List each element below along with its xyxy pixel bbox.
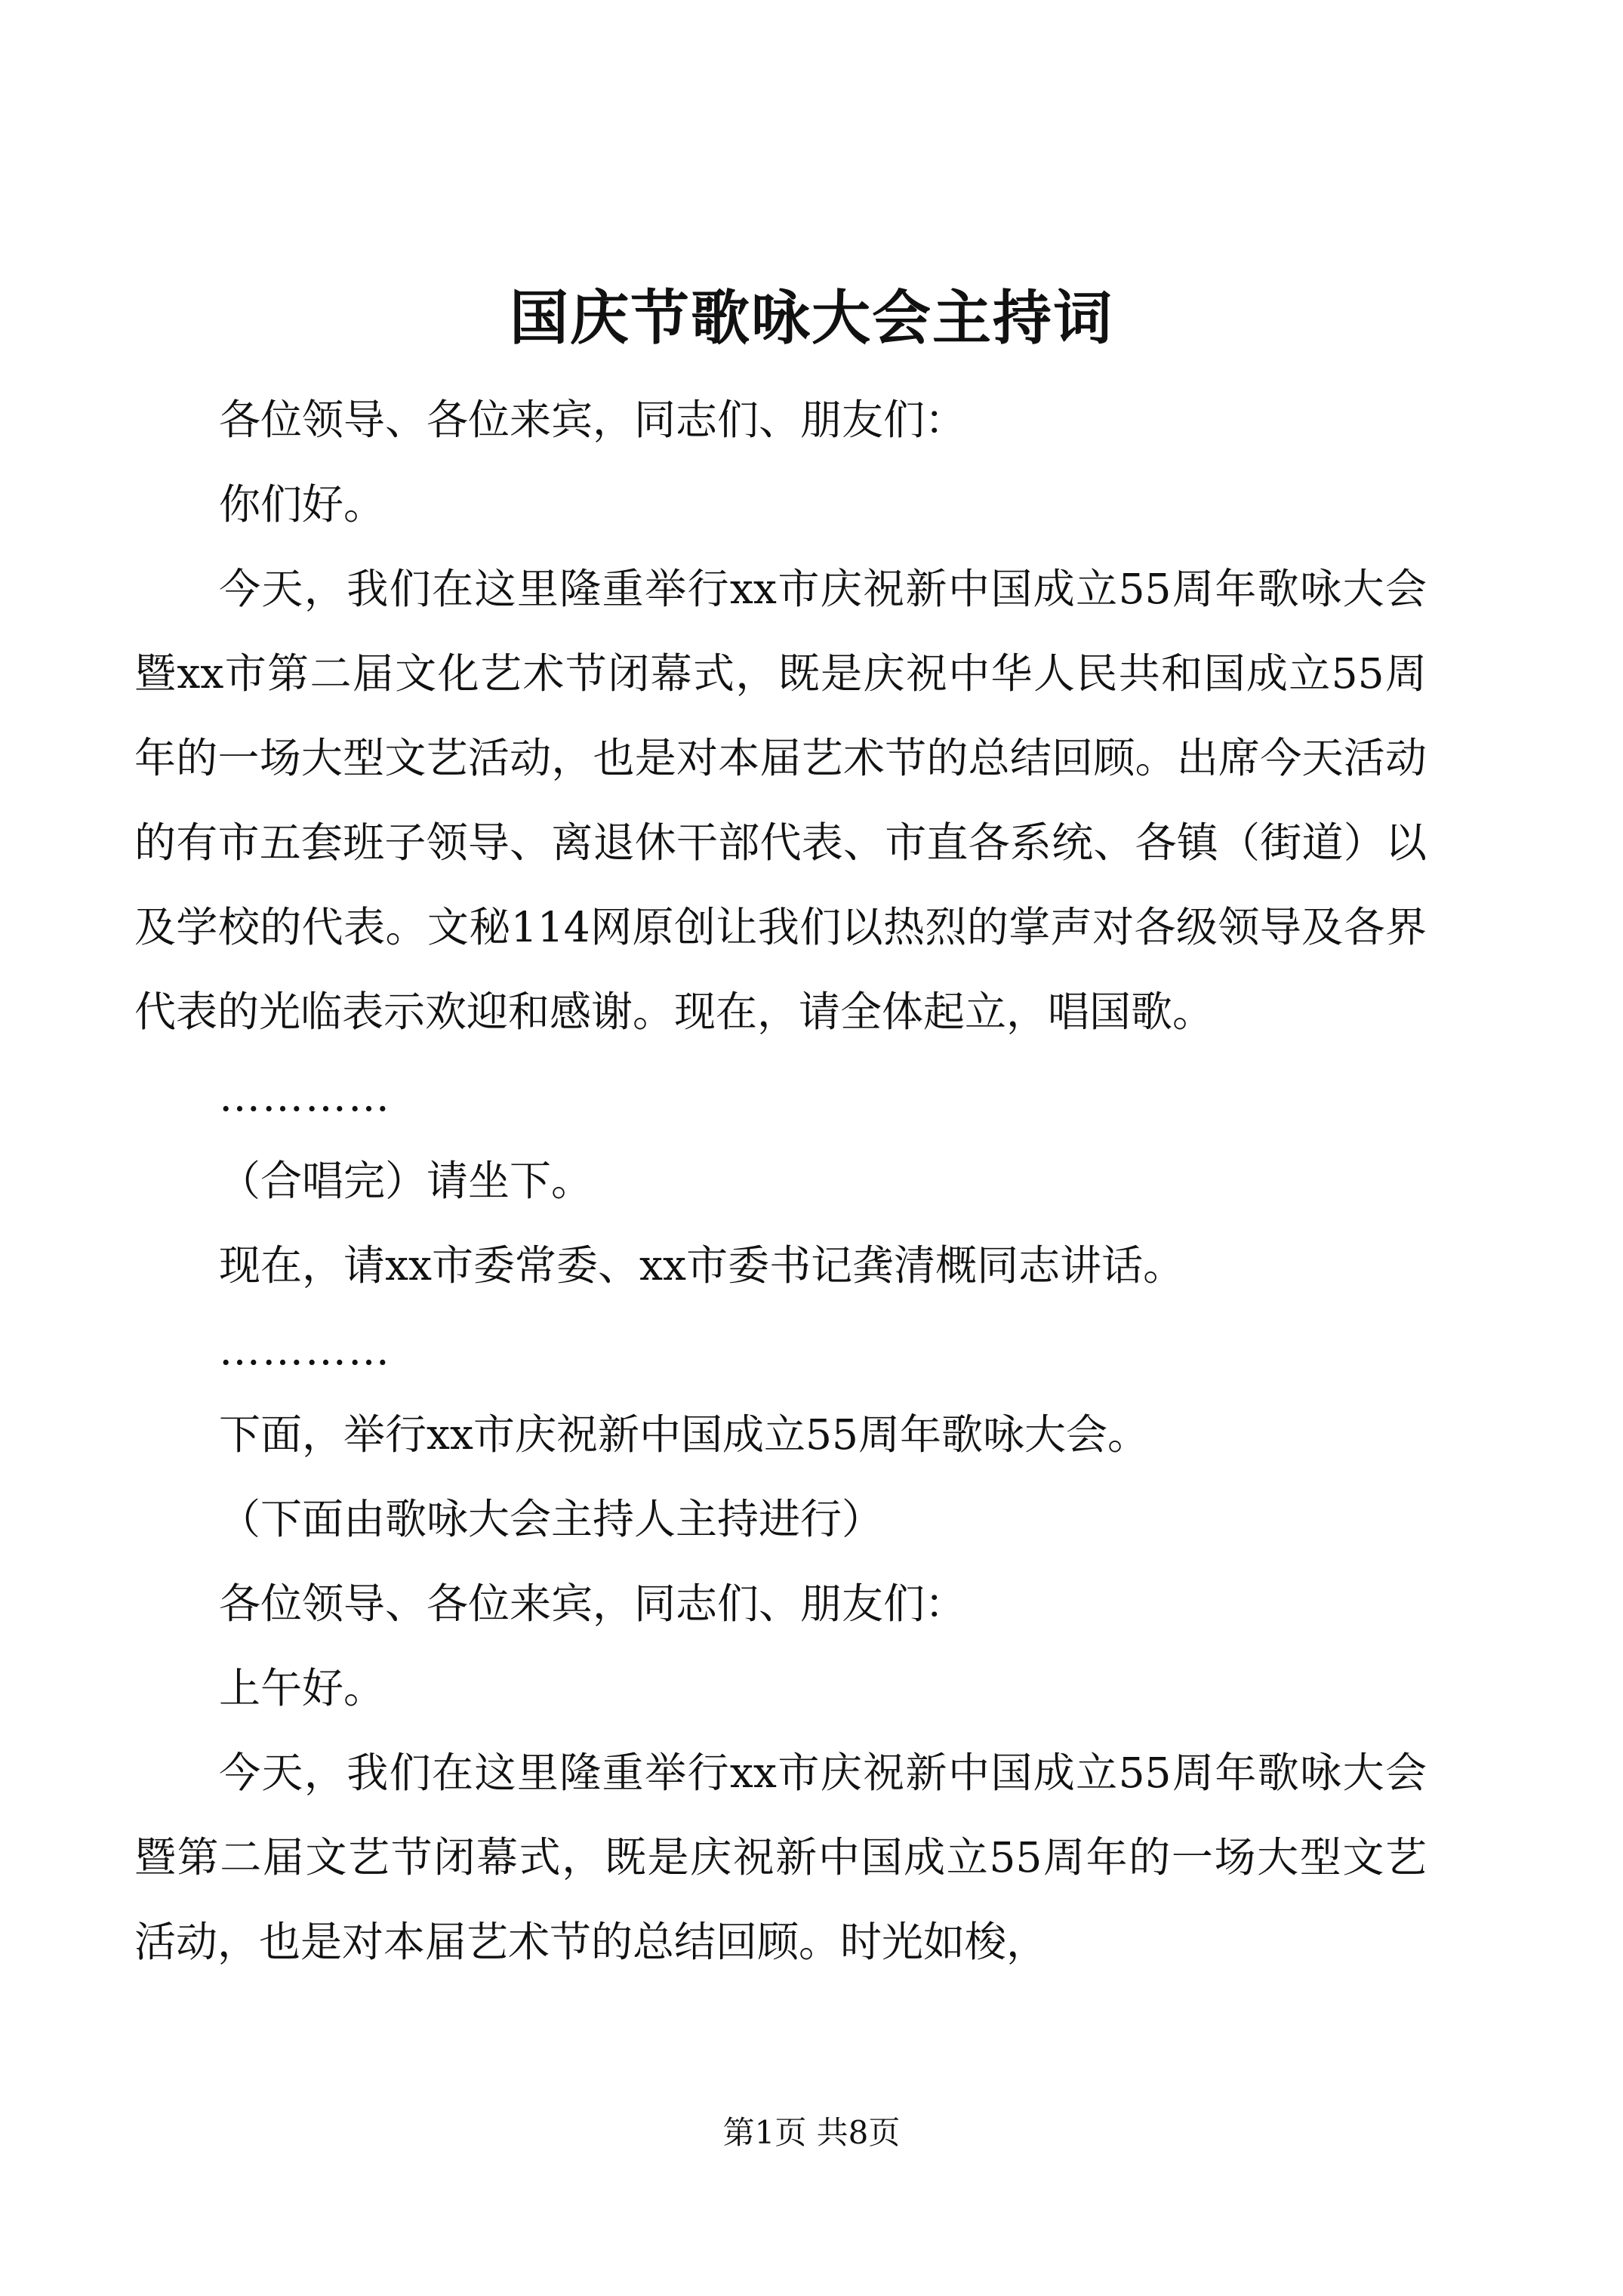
page-footer: 第1页 共8页 xyxy=(722,2114,901,2151)
paragraph-opening-2: 今天，我们在这里隆重举行xx市庆祝新中国成立55周年歌咏大会暨第二届文艺节闭幕式，既是庆祝新中国成立55周年的一场大型文艺活动，也是对本届艺术节的总结回顾。时光如梭， xyxy=(134,1749,1427,1966)
paragraph-greeting-2: 各位领导、各位来宾，同志们、朋友们： xyxy=(219,1579,967,1628)
paragraph-sit-down: （合唱完）请坐下。 xyxy=(219,1157,593,1205)
paragraph-greeting: 各位领导、各位来宾，同志们、朋友们： xyxy=(219,396,967,444)
paragraph-ellipsis: ………… xyxy=(219,1072,391,1120)
paragraph-ellipsis: ………… xyxy=(219,1326,391,1374)
document-body xyxy=(134,378,1427,1984)
paragraph-note: （下面由歌咏大会主持人主持进行） xyxy=(219,1495,884,1543)
paragraph-hello: 你们好。 xyxy=(219,480,386,529)
document-title: 国庆节歌咏大会主持词 xyxy=(509,284,1113,353)
paragraph-speech: 现在，请xx市委常委、xx市委书记龚清概同志讲话。 xyxy=(219,1241,1185,1290)
paragraph-opening: 今天，我们在这里隆重举行xx市庆祝新中国成立55周年歌咏大会暨xx市第二届文化艺术节闭幕式，既是庆祝中华人民共和国成立55周年的一场大型文艺活动，也是对本届艺术节的总结回顾。出席今天活动的有市五套班子领导、离退休干部代表、市直各系统、各镇（街道）以及学校的代表。文秘114网原创让我们以热烈的掌声对各级领导及各界代表的光临表示欢迎和感谢。现在，请全体起立，唱国歌。 xyxy=(134,565,1427,1036)
paragraph-morning: 上午好。 xyxy=(219,1664,386,1712)
paragraph-announcement: 下面，举行xx市庆祝新中国成立55周年歌咏大会。 xyxy=(219,1410,1150,1459)
